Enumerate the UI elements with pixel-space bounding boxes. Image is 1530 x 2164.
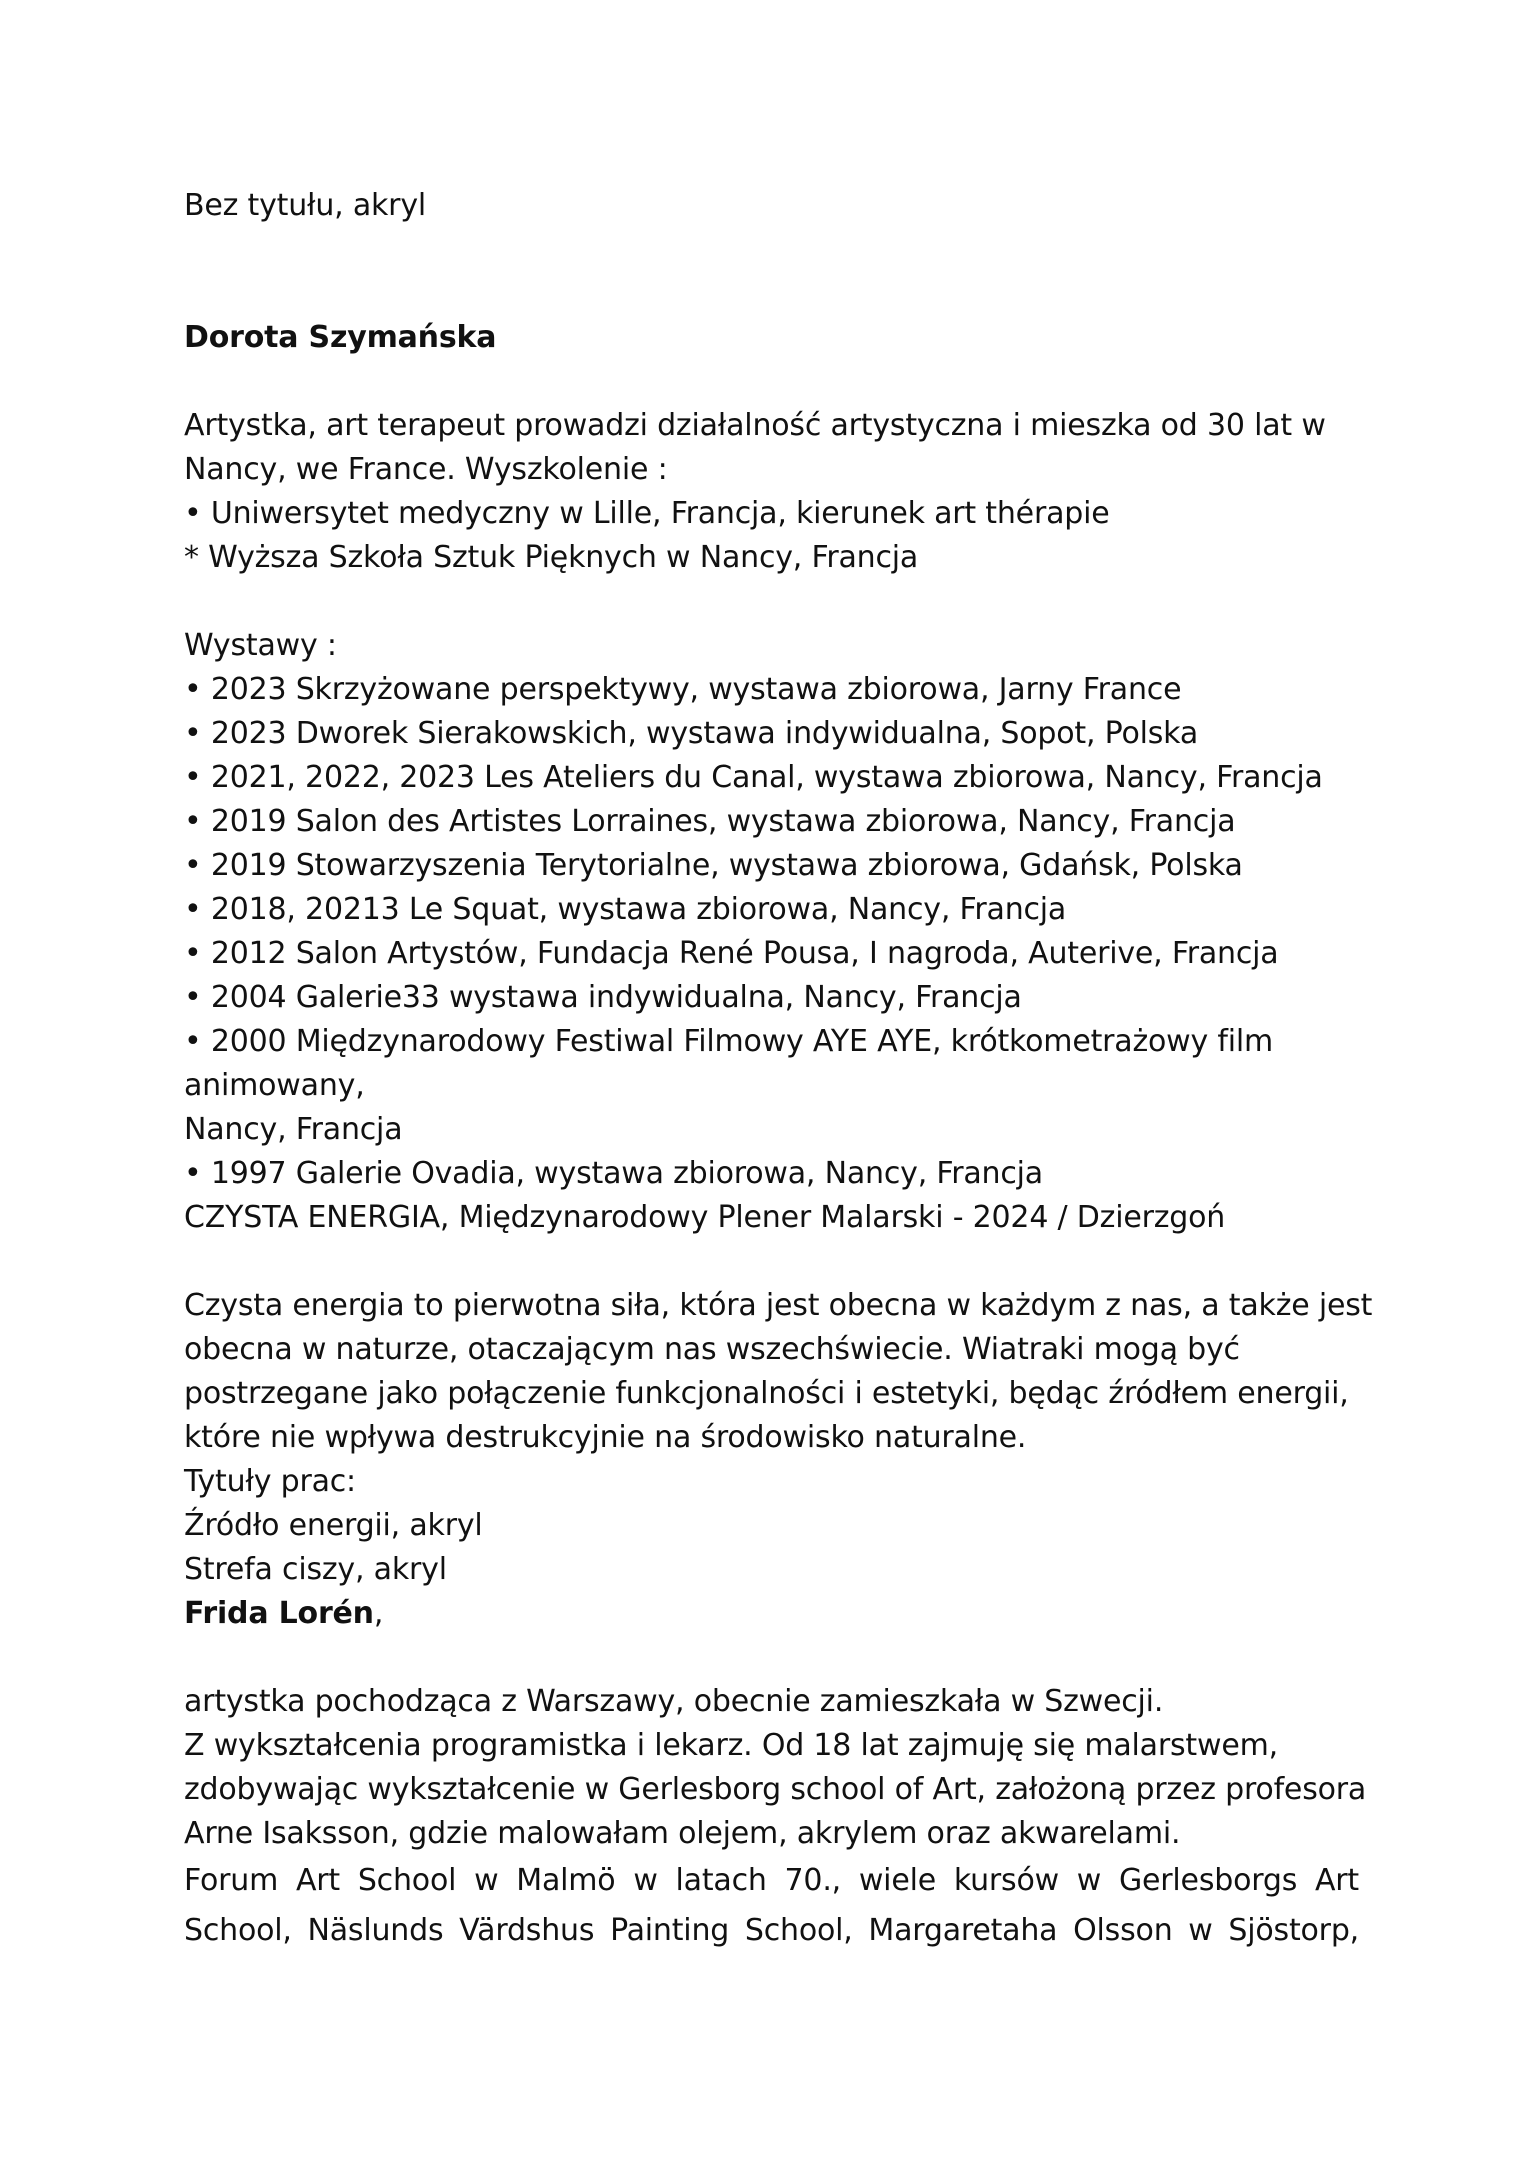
exhibition-item: • 1997 Galerie Ovadia, wystawa zbiorowa, Nancy, Francja (184, 1156, 1043, 1191)
artwork-caption: Bez tytułu, akryl (184, 188, 427, 223)
exhibition-item-continued: animowany, (184, 1068, 365, 1103)
bio-line: Z wykształcenia programistka i lekarz. Od 18 lat zajmuję się malarstwem, (184, 1728, 1278, 1763)
exhibition-item: • 2000 Międzynarodowy Festiwal Filmowy AYE AYE, krótkometrażowy film (184, 1024, 1274, 1059)
education-item: • Uniwersytet medyczny w Lille, Francja, kierunek art thérapie (184, 496, 1110, 531)
exhibition-item: • 2023 Dworek Sierakowskich, wystawa indywidualna, Sopot, Polska (184, 716, 1198, 751)
exhibition-item: • 2004 Galerie33 wystawa indywidualna, Nancy, Francja (184, 980, 1022, 1015)
document-page (184, 184, 1373, 1956)
spacer (184, 1636, 1359, 1680)
plener-title: CZYSTA ENERGIA, Międzynarodowy Plener Malarski - 2024 / Dzierzgoń (184, 1200, 1226, 1235)
education-item: * Wyższa Szkoła Sztuk Pięknych w Nancy, Francja (184, 540, 919, 575)
courses-line: Forum Art School w Malmö w latach 70., wiele kursów w Gerlesborgs Art (184, 1863, 1359, 1898)
courses-paragraph (184, 1856, 1359, 1956)
description-line: obecna w naturze, otaczającym nas wszechświecie. Wiatraki mogą być (184, 1332, 1240, 1367)
energy-description (184, 1284, 1373, 1460)
description-line: Czysta energia to pierwotna siła, która jest obecna w każdym z nas, a także jest (184, 1288, 1373, 1323)
exhibition-item-continued: Nancy, Francja (184, 1112, 403, 1147)
work-title: Źródło energii, akryl (184, 1508, 483, 1543)
exhibition-item: • 2023 Skrzyżowane perspektywy, wystawa zbiorowa, Jarny France (184, 672, 1182, 707)
intro-line: Artystka, art terapeut prowadzi działalność artystyczna i mieszka od 30 lat w (184, 408, 1326, 443)
exhibition-item: • 2019 Salon des Artistes Lorraines, wystawa zbiorowa, Nancy, Francja (184, 804, 1236, 839)
exhibitions-list (184, 668, 1359, 1240)
exhibition-item: • 2018, 20213 Le Squat, wystawa zbiorowa, Nancy, Francja (184, 892, 1067, 927)
artist-intro (184, 404, 1359, 580)
bio-line: Arne Isaksson, gdzie malowałam olejem, akrylem oraz akwarelami. (184, 1816, 1181, 1851)
description-line: które nie wpływa destrukcyjnie na środowisko naturalne. (184, 1420, 1027, 1455)
exhibition-item: • 2019 Stowarzyszenia Terytorialne, wystawa zbiorowa, Gdańsk, Polska (184, 848, 1243, 883)
bio-line: zdobywając wykształcenie w Gerlesborg school of Art, założoną przez profesora (184, 1772, 1367, 1807)
spacer (184, 360, 1359, 404)
spacer (184, 228, 1359, 316)
courses-line: School, Näslunds Värdshus Painting School, Margaretaha Olsson w Sjöstorp, (184, 1913, 1359, 1948)
artist-bio (184, 1680, 1367, 1856)
description-line: postrzegane jako połączenie funkcjonalności i estetyki, będąc źródłem energii, (184, 1376, 1349, 1411)
artist-name-frida: Frida Lorén (184, 1596, 374, 1631)
bio-line: artystka pochodząca z Warszawy, obecnie zamieszkała w Szwecji. (184, 1684, 1164, 1719)
exhibitions-heading: Wystawy : (184, 628, 337, 663)
artist-name-dorota: Dorota Szymańska (184, 320, 497, 355)
intro-line: Nancy, we France. Wyszkolenie : (184, 452, 668, 487)
name-comma: , (373, 1596, 384, 1631)
exhibition-item: • 2012 Salon Artystów, Fundacja René Pousa, I nagroda, Auterive, Francja (184, 936, 1279, 971)
exhibition-item: • 2021, 2022, 2023 Les Ateliers du Canal, wystawa zbiorowa, Nancy, Francja (184, 760, 1323, 795)
work-title: Strefa ciszy, akryl (184, 1552, 447, 1587)
spacer (184, 580, 1359, 624)
works-titles-heading: Tytuły prac: (184, 1464, 356, 1499)
artist-name-line-frida (184, 1592, 1359, 1636)
spacer (184, 1240, 1359, 1284)
